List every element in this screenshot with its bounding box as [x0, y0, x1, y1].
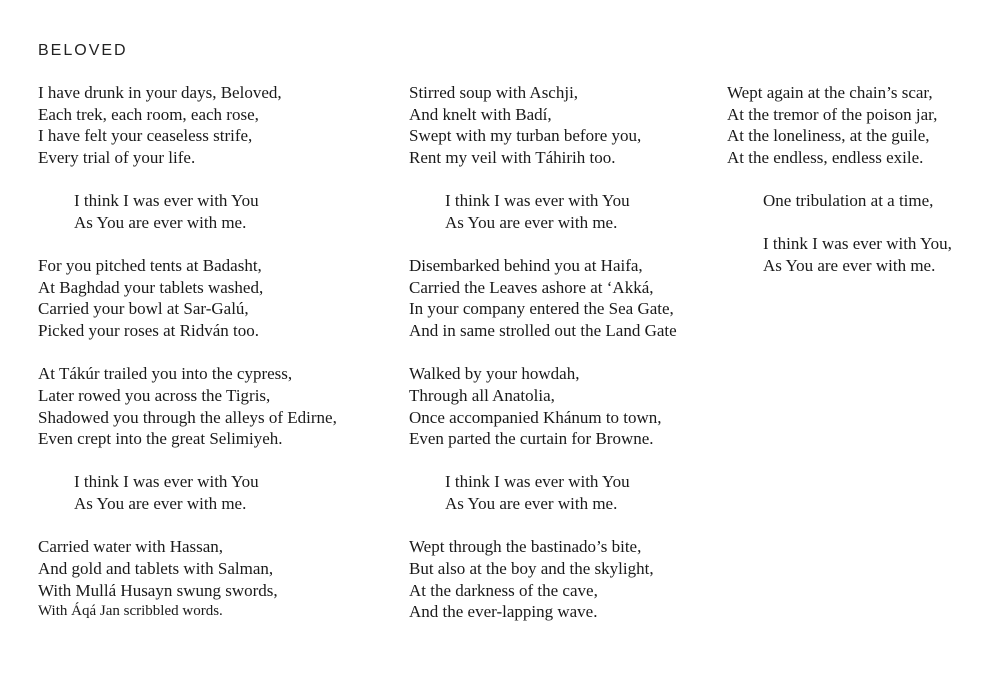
poem-line: I think I was ever with You: [74, 472, 259, 492]
stanza: [409, 82, 677, 169]
poem-line: I have felt your ceaseless strife,: [38, 126, 253, 146]
poem-line: At the tremor of the poison jar,: [727, 104, 938, 124]
poem-line: I think I was ever with You,: [763, 234, 952, 254]
poem-line: Each trek, each room, each rose,: [38, 104, 259, 124]
poem-line: As You are ever with me.: [763, 256, 936, 275]
refrain-stanza: [409, 190, 677, 233]
poem-line: In your company entered the Sea Gate,: [409, 299, 674, 319]
poem-line: Picked your roses at Ridván too.: [38, 321, 259, 341]
refrain-stanza: [727, 233, 952, 276]
poem-line: And the ever-lapping wave.: [409, 602, 598, 622]
poem-line: As You are ever with me.: [74, 212, 247, 232]
refrain-stanza: [409, 471, 677, 514]
poem-line: With Áqá Jan scribbled words.: [38, 603, 223, 620]
poem-line: Later rowed you across the Tigris,: [38, 385, 271, 405]
poem-line: Carried the Leaves ashore at ‘Akká,: [409, 277, 654, 297]
poem-line: I have drunk in your days, Beloved,: [38, 83, 282, 102]
poem-line: As You are ever with me.: [445, 212, 618, 232]
stanza: [409, 255, 677, 342]
poem-line: Once accompanied Khánum to town,: [409, 407, 662, 427]
stanza: [38, 255, 337, 342]
poem-line: One tribulation at a time,: [763, 191, 934, 211]
poem-line: Disembarked behind you at Haifa,: [409, 256, 643, 275]
poem-line: At Baghdad your tablets washed,: [38, 277, 264, 297]
refrain-stanza: [727, 190, 952, 212]
poem-line: I think I was ever with You: [445, 472, 630, 492]
poem-line: At the endless, endless exile.: [727, 148, 924, 168]
stanza: [409, 536, 677, 623]
poem-column-3: [727, 82, 952, 298]
poem-line: At the darkness of the cave,: [409, 580, 598, 600]
poem-line: And in same strolled out the Land Gate: [409, 321, 677, 341]
poem-line: Even crept into the great Selimiyeh.: [38, 429, 283, 449]
stanza: [727, 82, 952, 169]
poem-line: At Tákúr trailed you into the cypress,: [38, 364, 293, 384]
poem-line: Every trial of your life.: [38, 148, 196, 168]
poem-line: With Mullá Husayn swung swords,: [38, 580, 278, 600]
poem-line: I think I was ever with You: [445, 191, 630, 211]
poem-line: Carried water with Hassan,: [38, 537, 224, 557]
poem-title: BELOVED: [38, 42, 128, 59]
poem-line: For you pitched tents at Badasht,: [38, 256, 262, 275]
poem-column-2: [409, 82, 677, 644]
poem-line: At the loneliness, at the guile,: [727, 126, 930, 146]
poem-line: And knelt with Badí,: [409, 104, 552, 124]
poem-line: Carried your bowl at Sar-Galú,: [38, 299, 249, 319]
stanza: [409, 363, 677, 450]
poem-line: Wept through the bastinado’s bite,: [409, 537, 642, 557]
stanza: [38, 363, 337, 450]
poem-line: Rent my veil with Táhirih too.: [409, 148, 616, 168]
refrain-stanza: [38, 190, 337, 233]
poem-line: Shadowed you through the alleys of Edirne,: [38, 407, 337, 427]
poem-line: And gold and tablets with Salman,: [38, 558, 274, 578]
poem-column-1: [38, 82, 337, 644]
poem-line: Stirred soup with Aschji,: [409, 83, 579, 102]
stanza: [38, 82, 337, 169]
poem-line: Swept with my turban before you,: [409, 126, 642, 146]
stanza: [38, 536, 337, 623]
refrain-stanza: [38, 471, 337, 514]
poem-line: I think I was ever with You: [74, 191, 259, 211]
poem-line: As You are ever with me.: [74, 494, 247, 514]
poem-line: Even parted the curtain for Browne.: [409, 429, 654, 449]
poem-line: As You are ever with me.: [445, 494, 618, 514]
poem-line: Wept again at the chain’s scar,: [727, 83, 933, 102]
poem-line: But also at the boy and the skylight,: [409, 558, 654, 578]
poem-line: Walked by your howdah,: [409, 364, 580, 384]
poem-line: Through all Anatolia,: [409, 385, 555, 405]
